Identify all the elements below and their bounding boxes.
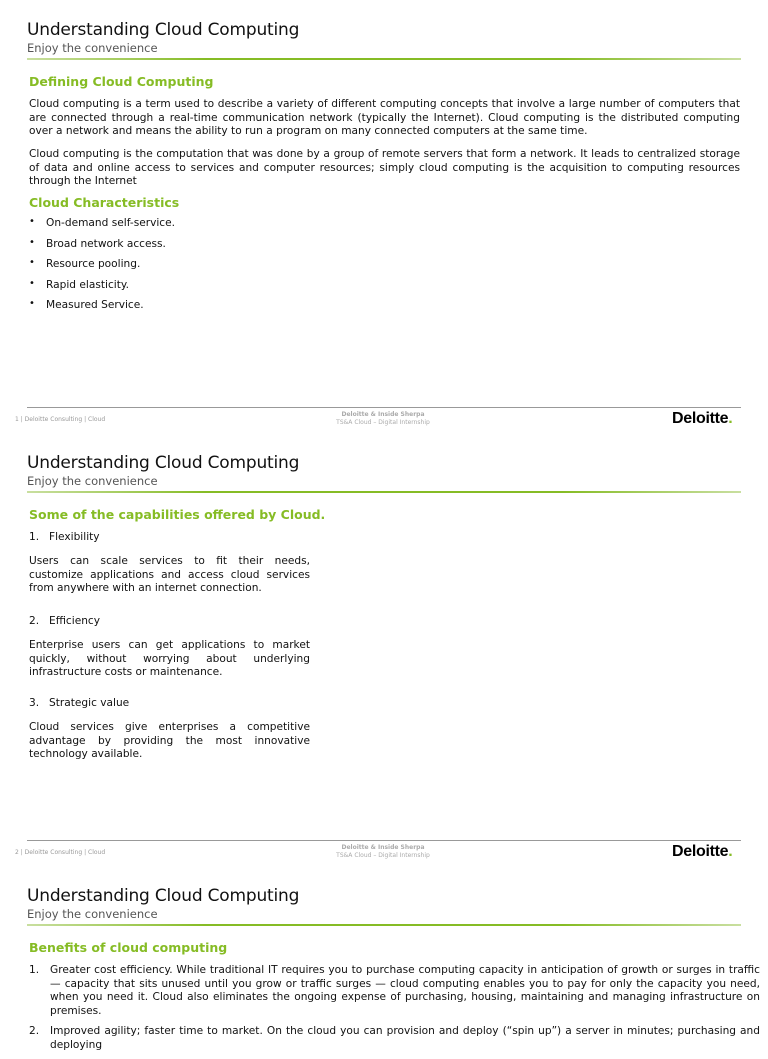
list-item: • On-demand self-service. <box>29 216 176 229</box>
capability-description: Cloud services give enterprises a competitive advantage by providing the most innovative technology available. <box>29 721 310 760</box>
paragraph-definition-1: Cloud computing is a term used to describe a variety of different computing concepts that involve a large number of computers that are connected through a real-time communication network (typically the Internet). Cloud computing is the distributed computing over a network and means the ability to run a program on many connected computers at the same time. <box>29 98 740 137</box>
slide-2 <box>0 433 768 866</box>
list-item: • Rapid elasticity. <box>29 277 129 291</box>
slide-title: Understanding Cloud Computing <box>27 20 300 40</box>
section-heading-characteristics: Cloud Characteristics <box>29 195 180 210</box>
list-item: 1. Greater cost efficiency. While traditional IT requires you to purchase computing capacity in anticipation of growth or surges in traffic — capacity that sits unused until you grow or traffic surges — cloud computing enables you to pay for only the capacity you need, when you need it. Cloud also eliminates the ongoing expense of purchasing, housing, maintaining and managing infrastructure on premises. <box>29 964 760 1017</box>
bullet-icon: • <box>29 257 35 268</box>
footer-page-label: 1 | Deloitte Consulting | Cloud <box>15 416 106 423</box>
slide-subtitle: Enjoy the convenience <box>27 41 158 55</box>
footer-center-line-2: TS&A Cloud – Digital Internship <box>336 852 430 859</box>
benefits-list <box>29 964 760 1059</box>
section-heading-defining: Defining Cloud Computing <box>29 74 214 89</box>
footer-divider <box>27 407 741 408</box>
title-divider <box>27 491 741 493</box>
bullet-icon: • <box>29 298 35 309</box>
bullet-icon: • <box>29 236 35 248</box>
list-item: 2. Improved agility; faster time to market. On the cloud you can provision and deploy (“spin up”) a server in minutes; purchasing and deploying <box>29 1025 760 1051</box>
deloitte-logo: Deloitte. <box>672 843 733 860</box>
footer-center-line-2: TS&A Cloud – Digital Internship <box>336 419 430 426</box>
section-heading-benefits: Benefits of cloud computing <box>29 940 228 955</box>
footer-center-line-1: Deloitte & Inside Sherpa <box>341 411 425 418</box>
capability-description: Enterprise users can get applications to market quickly, without worrying about underlying infrastructure costs or maintenance. <box>29 639 310 678</box>
footer-center <box>300 844 466 860</box>
title-divider <box>27 924 741 926</box>
slide-subtitle: Enjoy the convenience <box>27 907 158 921</box>
footer-divider <box>27 840 741 841</box>
footer-page-label: 2 | Deloitte Consulting | Cloud <box>15 849 106 856</box>
deloitte-logo: Deloitte. <box>672 410 733 427</box>
list-item: • Measured Service. <box>29 298 144 311</box>
list-item: • Broad network access. <box>29 236 166 250</box>
slide-1 <box>0 0 768 433</box>
slide-title: Understanding Cloud Computing <box>27 453 300 473</box>
section-heading-capabilities: Some of the capabilities offered by Cloud. <box>29 507 326 522</box>
title-divider <box>27 58 741 60</box>
capability-heading: 2. Efficiency <box>29 615 101 627</box>
paragraph-definition-2: Cloud computing is the computation that was done by a group of remote servers that form a network. It leads to centralized storage of data and online access to services and computer resources; simply cloud computing is the acquisition to computing resources through the Internet <box>29 148 740 187</box>
footer-center-line-1: Deloitte & Inside Sherpa <box>341 844 425 851</box>
list-item: • Resource pooling. <box>29 257 141 270</box>
characteristics-list <box>29 216 175 319</box>
slide-title: Understanding Cloud Computing <box>27 886 300 906</box>
bullet-icon: • <box>29 216 35 227</box>
bullet-icon: • <box>29 277 35 289</box>
capability-heading: 1. Flexibility <box>29 531 100 543</box>
footer-center <box>300 411 466 427</box>
capability-heading: 3. Strategic value <box>29 697 130 709</box>
slide-3 <box>0 866 768 1051</box>
slide-subtitle: Enjoy the convenience <box>27 474 158 488</box>
capability-description: Users can scale services to fit their needs, customize applications and access cloud services from anywhere with an internet connection. <box>29 555 310 594</box>
